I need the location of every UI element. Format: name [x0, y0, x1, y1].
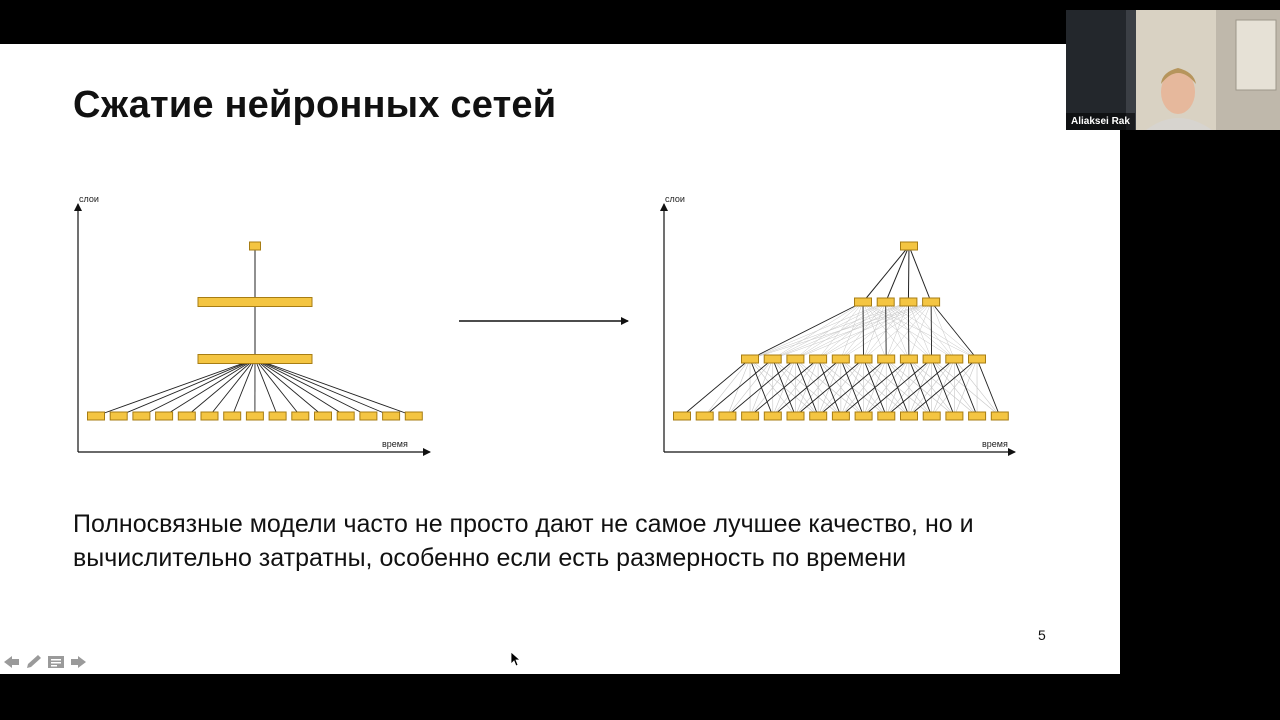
input-node — [969, 412, 986, 420]
input-node — [878, 412, 895, 420]
input-node — [832, 412, 849, 420]
connection-edge — [908, 302, 909, 359]
connection-edge — [255, 359, 346, 416]
input-node — [88, 412, 105, 420]
connection-edge — [909, 246, 931, 302]
slide-title: Сжатие нейронных сетей — [73, 84, 557, 126]
slide-body-text: Полносвязные модели часто не просто дают не самое лучшее качество, но и вычислительно затратны, особенно если есть размерность по времени — [73, 510, 974, 572]
input-node — [405, 412, 422, 420]
connection-edge — [931, 302, 977, 359]
input-node — [133, 412, 150, 420]
hidden-node — [946, 355, 963, 363]
y-axis-label: слои — [79, 194, 99, 204]
slide-controls — [2, 654, 88, 670]
input-node — [719, 412, 736, 420]
connection-edge — [863, 302, 864, 359]
connection-edge — [255, 359, 278, 416]
input-node — [110, 412, 127, 420]
hidden-node — [878, 355, 895, 363]
fully-connected-diagram — [78, 194, 430, 452]
connection-edge — [682, 359, 750, 416]
pen-icon[interactable] — [24, 654, 44, 670]
input-node — [696, 412, 713, 420]
hidden-node — [855, 298, 872, 306]
connection-edge — [727, 359, 795, 416]
input-node — [855, 412, 872, 420]
connection-edge — [255, 359, 391, 416]
connection-edge — [705, 359, 773, 416]
input-node — [923, 412, 940, 420]
connection-edge — [750, 302, 863, 359]
hidden-node — [900, 355, 917, 363]
hidden-node — [787, 355, 804, 363]
hidden-node — [877, 298, 894, 306]
dense-layer-node — [198, 298, 312, 307]
connection-edge — [886, 246, 909, 302]
connection-edge — [164, 359, 255, 416]
hidden-node — [832, 355, 849, 363]
input-node — [764, 412, 781, 420]
input-node — [292, 412, 309, 420]
hidden-node — [969, 355, 986, 363]
connection-edge — [255, 359, 368, 416]
input-node — [360, 412, 377, 420]
webcam-video — [1066, 10, 1280, 130]
pruned-edge — [931, 302, 954, 359]
connection-edge — [119, 359, 255, 416]
hidden-node — [900, 298, 917, 306]
connection-edge — [255, 359, 414, 416]
hidden-node — [923, 298, 940, 306]
input-node — [946, 412, 963, 420]
connection-edge — [255, 359, 323, 416]
input-node — [810, 412, 827, 420]
pruned-edge — [705, 359, 750, 416]
input-node — [224, 412, 241, 420]
input-node — [991, 412, 1008, 420]
menu-icon[interactable] — [46, 654, 66, 670]
presentation-slide — [0, 44, 1120, 674]
input-node — [246, 412, 263, 420]
previous-icon[interactable] — [2, 654, 22, 670]
connection-edge — [886, 302, 887, 359]
network-diagrams — [0, 44, 1120, 674]
participant-video-frame — [1066, 10, 1280, 130]
dilated-network-diagram — [664, 194, 1015, 452]
y-axis-label: слои — [665, 194, 685, 204]
input-node — [156, 412, 173, 420]
hidden-node — [810, 355, 827, 363]
participant-name: Aliaksei Rak — [1066, 113, 1135, 130]
connection-edge — [187, 359, 255, 416]
input-node — [742, 412, 759, 420]
hidden-node — [742, 355, 759, 363]
connection-edge — [931, 302, 932, 359]
output-node — [250, 242, 261, 250]
pruned-edge — [750, 302, 908, 359]
mouse-cursor-icon — [510, 651, 522, 667]
connection-edge — [863, 246, 909, 302]
pruned-edge — [750, 302, 886, 359]
hidden-node — [855, 355, 872, 363]
output-node — [901, 242, 918, 250]
hidden-node — [923, 355, 940, 363]
connection-edge — [908, 246, 909, 302]
input-node — [674, 412, 691, 420]
input-node — [178, 412, 195, 420]
input-node — [787, 412, 804, 420]
page-number: 5 — [1038, 627, 1046, 643]
input-node — [337, 412, 354, 420]
connection-edge — [96, 359, 255, 416]
hidden-node — [764, 355, 781, 363]
connection-edge — [977, 359, 1000, 416]
input-node — [383, 412, 400, 420]
dense-layer-node — [198, 355, 312, 364]
input-node — [901, 412, 918, 420]
pruned-edge — [909, 302, 931, 359]
connection-edge — [141, 359, 255, 416]
x-axis-label: время — [382, 439, 408, 449]
next-icon[interactable] — [68, 654, 88, 670]
pruned-edge — [773, 302, 931, 359]
input-node — [269, 412, 286, 420]
input-node — [201, 412, 218, 420]
pruned-edge — [750, 302, 931, 359]
x-axis-label: время — [982, 439, 1008, 449]
input-node — [315, 412, 332, 420]
pruned-edge — [818, 302, 931, 359]
